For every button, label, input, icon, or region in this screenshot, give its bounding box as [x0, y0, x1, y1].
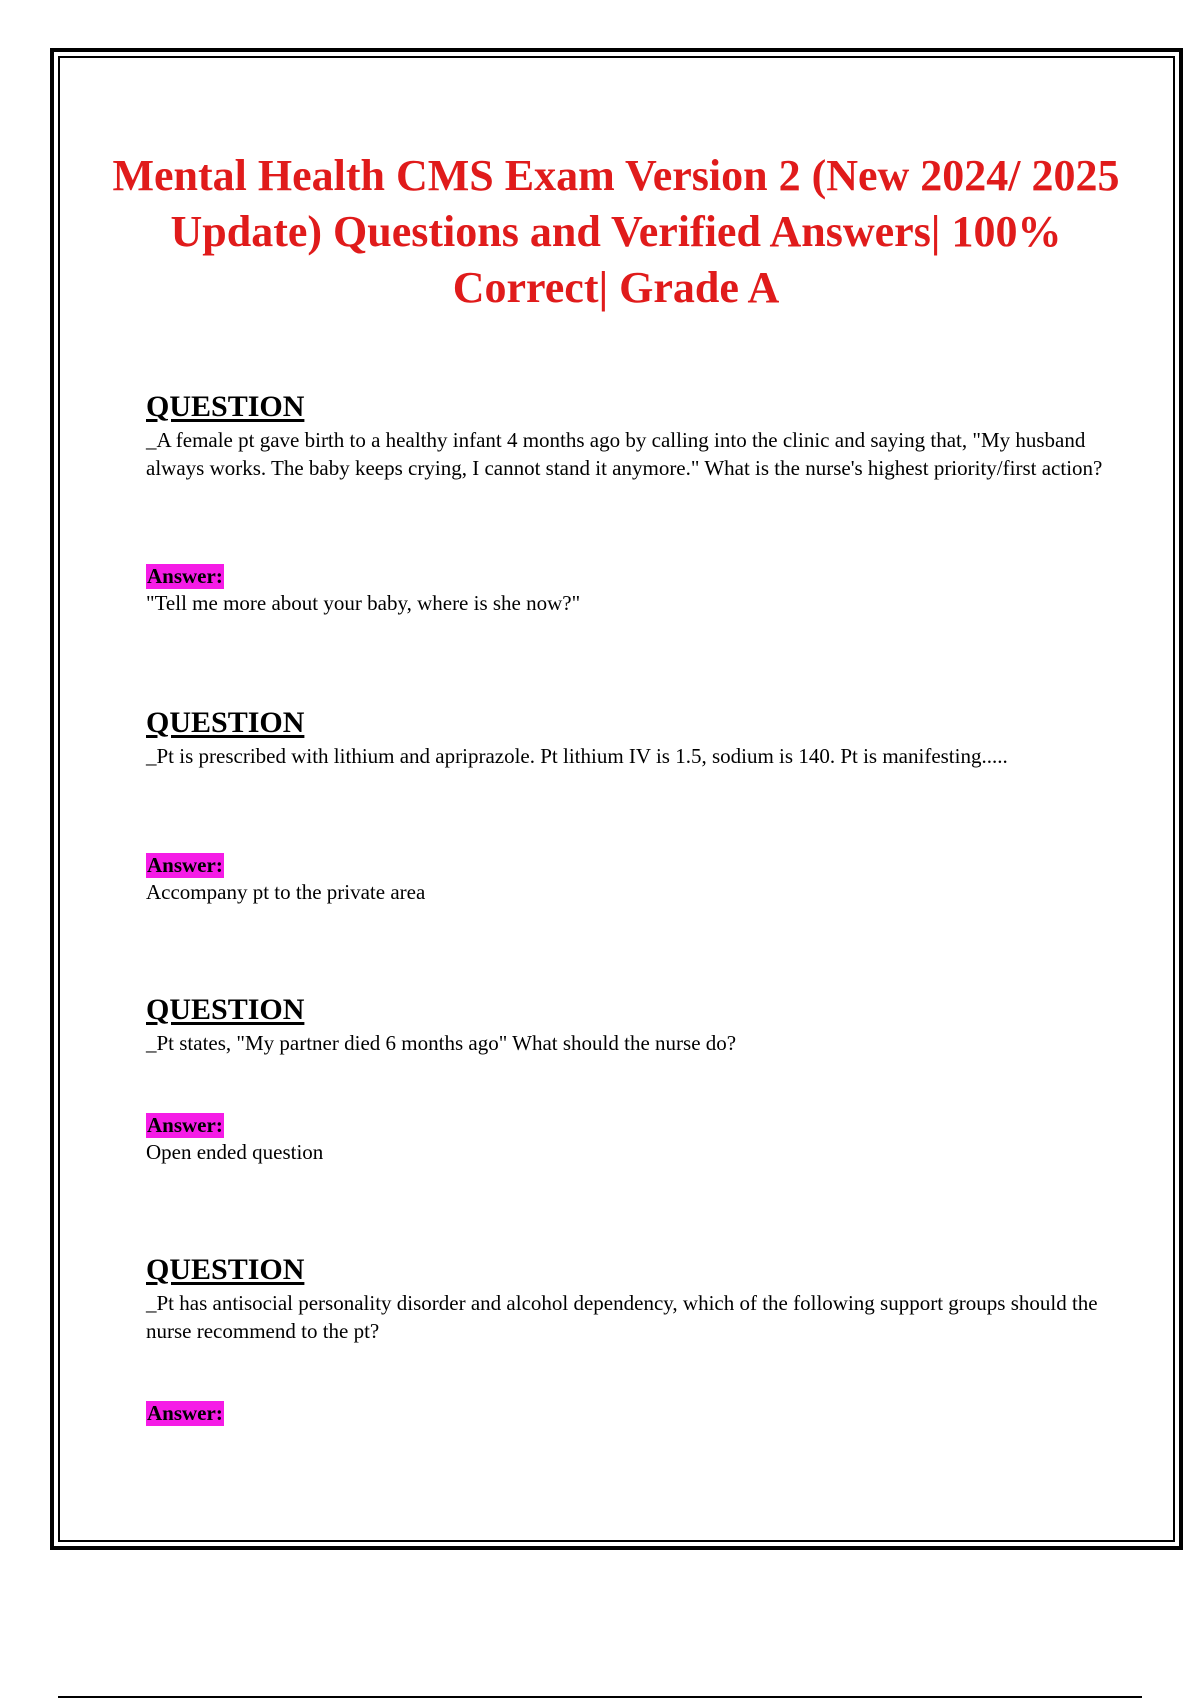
question-block-2	[146, 706, 1106, 770]
answer-text: "Tell me more about your baby, where is she now?"	[146, 591, 581, 615]
answer-label: Answer:	[147, 564, 223, 588]
question-heading: QUESTION	[146, 706, 305, 739]
question-heading: QUESTION	[146, 1253, 305, 1286]
answer-block-1	[146, 564, 1106, 617]
answer-block-2	[146, 853, 1106, 906]
bottom-divider	[58, 1696, 1142, 1698]
answer-block-4	[146, 1401, 1106, 1426]
question-heading: QUESTION	[146, 993, 305, 1026]
question-text: _A female pt gave birth to a healthy infant 4 months ago by calling into the clinic and saying that, "My husband always works. The baby keeps crying, I cannot stand it anymore." What is the nurse's highest priority/first action?	[146, 428, 1103, 480]
answer-label: Answer:	[147, 1113, 223, 1137]
answer-label: Answer:	[147, 1401, 223, 1425]
question-text: _Pt has antisocial personality disorder and alcohol dependency, which of the following support groups should the nurse recommend to the pt?	[146, 1291, 1098, 1343]
question-block-1	[146, 390, 1106, 482]
question-block-4	[146, 1253, 1106, 1345]
question-heading: QUESTION	[146, 390, 305, 423]
question-text: _Pt states, "My partner died 6 months ago" What should the nurse do?	[146, 1031, 737, 1055]
question-block-3	[146, 993, 1106, 1057]
document-title: Mental Health CMS Exam Version 2 (New 2024/ 2025 Update) Questions and Verified Answers| 100% Correct| Grade A	[112, 151, 1120, 312]
question-text: _Pt is prescribed with lithium and apriprazole. Pt lithium IV is 1.5, sodium is 140. Pt is manifesting.....	[146, 744, 1008, 768]
answer-label: Answer:	[147, 853, 223, 877]
answer-text: Open ended question	[146, 1140, 324, 1164]
answer-block-3	[146, 1113, 1106, 1166]
answer-text: Accompany pt to the private area	[146, 880, 426, 904]
